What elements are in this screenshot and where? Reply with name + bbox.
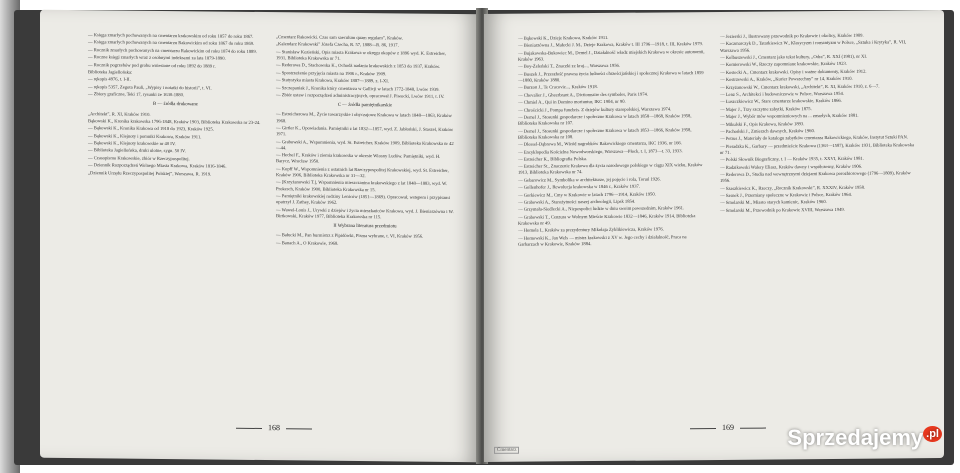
bibliography-entry: — rękopis 5357, Zegota Pauli, „Wypisy i notatki do historii”, t. VI. [88, 83, 212, 91]
bibliography-entry: — Zbiór ustaw i rozporządzeń administracyjnych, opracował J. Piwocki, Lwów 1911, t. IV. [276, 92, 445, 99]
page-number-169: 169 [722, 422, 734, 432]
bibliography-entry: — Dlessel-Dąbrowa M., Wśród nagrobków Rakowickiego cmentarza, IKC 1936, nr 166. [518, 140, 682, 147]
bibliography-entry: — Grzymała-Siedlecki A., Niepospolici ludzie w dniu swoim powszednim, Kraków 1961. [518, 205, 685, 213]
bibliography-entry: — Kostecki A., Cmentarz krakowski. Opisy i ważne dokumenty, Kraków 1912. [720, 68, 867, 75]
bibliography-entry: — Księga zmarłych pochowanych na cmentarzu Rakowickim od roku 1867 do roku 1869. [88, 39, 255, 47]
bibliography-entry: — Grabowski T., Cenzura w Wolnym Mieście Krakowie 1832—1846, Kraków 1914, Biblioteka Krakowska nr 49. [518, 212, 696, 226]
bibliography-entry: — Kopff W., Wspomnienia z ostatnich lat Rzeczypospolitej Krakowskiej, wyd. St. Estreicher, Kraków 1906, Biblioteka Krakowska nr 31—32. [276, 165, 449, 179]
bibliography-entry: — Pamiętniki krakowskiej rodziny Leniców (1851—1869). Opracował, wstępem i przypisami opatrzył J. Zathey, Kraków 1962. [276, 193, 450, 205]
bibliography-entry: — Homola I., Kraków za prezydentury Mikołaja Zyblikiewicza, Kraków 1976. [518, 226, 664, 234]
watermark-tld: .pl [923, 426, 942, 442]
bibliography-entry: — Bąkowski K., Klejnoty i pomniki Krakowa, Kraków 1911. [88, 132, 202, 140]
bibliography-entry: — Majer J., Wybór mów wspomnieniowych na ... zmarłych, Kraków 1881. [720, 112, 859, 120]
bibliography-entry: — Jezierski J., Ilustrowany przewodnik po Krakowie i okolicy, Kraków 1909. [720, 32, 864, 39]
bibliography-entry: — Majer J., Trzy szczytne zabytki, Kraków 1875. [720, 105, 812, 112]
bibliography-entry: „Cmentarz Rakowicki. Czas sam saeculum quam regulam”, Kraków. [276, 34, 403, 41]
column-a-bottom-list [88, 111, 263, 178]
bibliography-entry: — Estreicher K., Bibliografia Polska. [518, 155, 588, 162]
bibliography-entry: — Zbiory graficzne, Teki 17, rysunki ze 1630-1880. [88, 91, 185, 98]
bibliography-entry: — Polski Słownik Biograficzny, t. I — Kraków 1935, t. XXVI, Kraków 1981. [720, 155, 864, 163]
bibliography-entry: — Petrus J., Materiały do katalogu zabytków cmentarza Rakowickiego, Kraków, Instytut Sztuki PAN. [720, 134, 908, 142]
right-page-number [684, 422, 772, 432]
bibliography-entry: — Gebarowicz M., Symbolika w architekturze, jej pojęcie i rola, Toruń 1926. [518, 176, 661, 183]
spine-label: Cmentarz [494, 447, 519, 454]
bibliography-entry: — Bąkowski K., Dzieje Krakowa, Kraków 1911. [518, 34, 609, 41]
bibliography-entry: — Kolbuszewski J., Cmentarz jako tekst kultury, „Odra”, R. XXI (1981), nr XI. [720, 53, 868, 60]
bibliography-entry: — Demel J., Stosunki gospodarcze i społeczne Krakowa w latach 1858—1868, Kraków 1958, Biblioteka Krakowska nr 107. [518, 113, 692, 126]
bibliography-entry: — Dziennik Rozporządzeń Wolnego Miasta Krakowa, Kraków 1816-1846. [88, 162, 227, 169]
bibliography-entry: — Estreicherowa M., Życie towarzyskie i obyczajowe Krakowa w latach 1848—1863, Kraków 1968. [276, 111, 452, 123]
bibliography-entry: — Szczepaniak J., Kronika który cmentarza w Gallicji w latach 1772-1848, Lwów 1939. [276, 84, 440, 92]
bibliography-entry: — Lenz S., Architekci i budowniczowie w Polsce, Warszawa 1954. [720, 90, 844, 97]
bibliography-entry: — Grabowski A., Starożytności naszej archeologii, Lipsk 1854. [518, 198, 636, 205]
bibliography-entry: — Hechel F., Kraków i ziemia krakowska w okresie Wiosny Ludów. Pamiętniki, wyd. H. Barycz, Wrocław 1950. [276, 152, 441, 164]
bibliography-entry: — Bujakowska-Bukowiec M., Demel J., Działalność władz miejskich Krakowa w okresie autonomii, Kraków 1963. [518, 48, 705, 62]
bibliography-entry: „Architekt”, R. XI, Kraków 1910. [88, 110, 151, 117]
bibliography-entry: — Szaszkiewicz K., Rzeczy, „Rocznik Krakowski”, R. XXXIV, Kraków 1958. [720, 184, 866, 191]
bibliography-entry: — Bąkowski K., Klejnoty krakowskie nr 40 IV. [88, 140, 176, 147]
section-ii-heading: II Wybrana literatura przedmiotu [333, 223, 397, 230]
bibliography-entry: — Czasopismo Krakowskie, zbiór w Rzeczypospolitej. [88, 155, 190, 162]
bibliography-entry: „Kalendarz Krakowski” Józefa Czecha, R. 57, 1888—R. 86, 1917. [276, 41, 399, 48]
bibliography-entry: — Mikulski F., Opis Krakowa, Kraków 1893. [720, 120, 805, 127]
bibliography-entry: — Buszek J., Przeszłość prawna życia ludności chrześcijańskiej i społecznej Krakowa w latach 1859—1880, Kraków 1880. [518, 69, 704, 83]
bibliography-entry: — Kostrzewski A., Kraków, „Kurier Powszechny” nr 14, Kraków 1910. [720, 75, 853, 83]
bibliography-entry: — Banach A., O Krakowie, 1968. [276, 239, 339, 246]
bibliography-entry: — Gollenhofer J., Rewolucja krakowska w 1846 r., Kraków 1937. [518, 183, 640, 190]
bibliography-entry: — Stanisław Kozieński, Opis miasta Krakowa w okręgu okopów z 1896 wyd. K. Estreicher, 1931, Biblioteka Krakowska nr 71. [276, 48, 446, 61]
section-b-heading: B — źródła drukowane [153, 102, 198, 108]
bibliography-entry: — Rocznik zmarłych pochowanych na cmentarzu Rakowickim od roku 1874 do roku 1889. [88, 46, 257, 54]
bibliography-entry: — Chrościcki J., Pompa funebris. Z dziejów kultury staropolskiej, Warszawa 1974. [518, 105, 672, 113]
bibliography-entry: — Rocznik pogrzebów pod grobu wniesione od roku 1892 do 1889 r. [88, 61, 216, 69]
bibliography-entry: — Girtler K., Opowiadania. Pamiętniki z lat 1832—1857, wyd. Z. Jabłoński, J. Staszel, Kraków 1971. [276, 125, 454, 137]
bibliography-entry: — Smolarski M., Miasto starych kamienic, Kraków 1960. [720, 199, 827, 206]
bibliography-entry: — Kaczmarczyk D., Tatarkiewicz W., Klasycyzm i romantyzm w Polsce, „Sztuka i Krytyka”, R. VII, Warszawa 1956. [720, 39, 907, 53]
bibliography-entry: — Spostrzeżenie przyjęcia miasta na 1906 r., Kraków 1909. [276, 69, 387, 77]
bibliography-entry: — Smolarski M., Przewodnik po Krakowie XVIII, Warszawa 1949. [720, 206, 845, 213]
column-b-bottom-list [276, 232, 454, 247]
bibliography-entry: — [Krzyżanowski T.], Wspomnienia mieszczanina krakowskiego z lat 1848—1883, wyd. W. Prokesch, Kraków 1900, Biblioteka Krakowska nr 15. [276, 179, 448, 192]
right-page-column-c [518, 34, 706, 249]
bibliography-entry: — Bieniarzówna J., Małecki J. M., Dzieje Krakowa, Kraków t. III 1796—1918, t. III, Kraków 1979. [518, 41, 703, 49]
site-watermark [787, 425, 942, 451]
column-d-list [720, 32, 916, 214]
bibliography-entry: — Bałucki M., Pan burmistrz z Pipidówki, Pisma wybrane, t. VI, Kraków 1956. [276, 232, 424, 239]
bibliography-entry: — Statystyka miasta Krakowa, Kraków 1887—1889, z. I-XI. [276, 77, 389, 84]
section-c-heading: C — źródła pamiętnikarskie [337, 102, 393, 109]
bibliography-entry: „Dziennik Urzędu Rzeczypospolitej Polskiej”, Warszawa, R. 1919. [88, 169, 212, 177]
bibliography-entry: — Pachoński J., Zmierzch dawnych, Kraków 1960. [720, 128, 815, 134]
column-a-top-list [88, 32, 263, 99]
left-page-number [230, 423, 318, 433]
bibliography-entry: — Wawel-Louis J., Urywki z dziejów i życia mieszkańców Krakowa, wyd. J. Bieniarzówna i W. Birtkowski, Kraków 1977, Biblioteka Krakowska nr 115. [276, 206, 454, 219]
page-number-168: 168 [268, 423, 280, 433]
bibliography-entry: — Estreicher St., Znaczenie Krakowa dla życia narodowego polskiego w ciągu XIX wieku, Kraków 1913, Biblioteka Krakowska nr 74. [518, 162, 703, 176]
left-page-column-b [276, 34, 454, 249]
bibliography-entry: — Komierowski W., Rzeczy zapomniane krakowskie, Kraków 1923. [720, 61, 847, 68]
bibliography-entry: — Homowski K., Jan Wels — mistrz krakowski z XV w. Jego cechy i działalność, Praca na Garbarzach w Krakowie, Kraków 1884. [518, 234, 687, 247]
bibliography-entry: — Krzyżanowski W., Cmentarz krakowski, „Architekt”, R. XI, Kraków 1910, z. 6—7. [720, 83, 880, 90]
bibliography-entry: — Burzon J., Te Cracovie..., Kraków 1918. [518, 84, 598, 91]
bibliography-entry: — rękopis 4976, t. I-II. [88, 76, 131, 82]
watermark-name: Sprzedajemy [787, 425, 924, 450]
bibliography-entry: — Boy-Żeleński T., Znaczki ze kraj..., Warszawa 1956. [518, 63, 620, 70]
bibliography-entry: — Encyklopedia Kościelna Nowodworskiego, Warszawa—Płock, t. I, 1873—t. 33, 1933. [518, 147, 683, 155]
right-page-column-d [720, 32, 916, 215]
right-page [484, 10, 944, 462]
bibliography-entry: — Rederowa D., Studia nad wewnętrznymi dziejami Krakowa porozbiorowego (1796—1809), Kraków 1956. [720, 170, 911, 184]
bibliography-entry: — Gorkiewicz M., Cmy w Krakowie w latach 1796—1914, Kraków 1950. [518, 191, 656, 198]
bibliography-entry: — Rederowa D., Stachowska K., Ochodź nadania krakowskich z 1853 do 1937, Kraków. [276, 62, 441, 70]
bibliography-entry: — Chevalier J., Gheerbrant A., Dictionnaire des symboles, Paris 1974. [518, 91, 649, 98]
bibliography-entry: — Demel J., Stosunki gospodarcze i społeczne Krakowa w latach 1853—1866, Kraków 1958, Biblioteka Krakowska nr 108. [518, 126, 692, 140]
bibliography-entry: — Sasnek J., Przemiany społeczne w Krakowie i Polsce, Kraków 1964. [720, 191, 852, 198]
bibliography-entry: — Łuszczkiewicz W., Stare cmentarze krakowskie, Kraków 1866. [720, 98, 842, 105]
bibliography-entry: — Biblioteka Jagiellońska, druki ulotne, sygn. 50 IV. [88, 147, 186, 154]
column-c-list [518, 34, 706, 248]
left-page-column-a [88, 32, 263, 179]
column-b-top-list [276, 34, 454, 100]
column-b-mid-list [276, 112, 454, 221]
left-page [40, 10, 480, 463]
bibliography-entry: — Roczne księgi zmarłych wraz z osobnymi indeksami za lata 1879-1890. [88, 54, 226, 61]
bibliography-entry: — Bąkowski K., Kronika Krakowa od 1918 do 1923, Kraków 1925. [88, 125, 214, 132]
bibliography-entry: — Księga zmarłych pochowanych na cmentarzu krakowskim od roku 1857 do roku 1867. [88, 32, 254, 39]
bibliography-entry: — Radzikowski Walery Eliasz, Kraków dawny i współczesny, Kraków 1906. [720, 163, 863, 170]
bibliography-entry: Biblioteka Jagiellońska: [88, 69, 133, 75]
bibliography-entry: — Grabowski A., Wspomnienia, wyd. St. Estreicher, Kraków 1909, Biblioteka Krakowska nr 42—44. [276, 138, 454, 151]
bibliography-entry: — Chmiel A., Qui in Domino moriuntur, IKC 1904, nr 90. [518, 98, 626, 105]
bibliography-entry: Bąkowski K., Kronika krakowska 1796-1848, Kraków 1903, Biblioteka Krakowska nr 23-24. [88, 118, 261, 125]
bibliography-entry: — Pieradzka K., Garbary — przedmieście Krakowa (1363—1587), Kraków 1931, Biblioteka Krakowska nr 71. [720, 141, 915, 155]
